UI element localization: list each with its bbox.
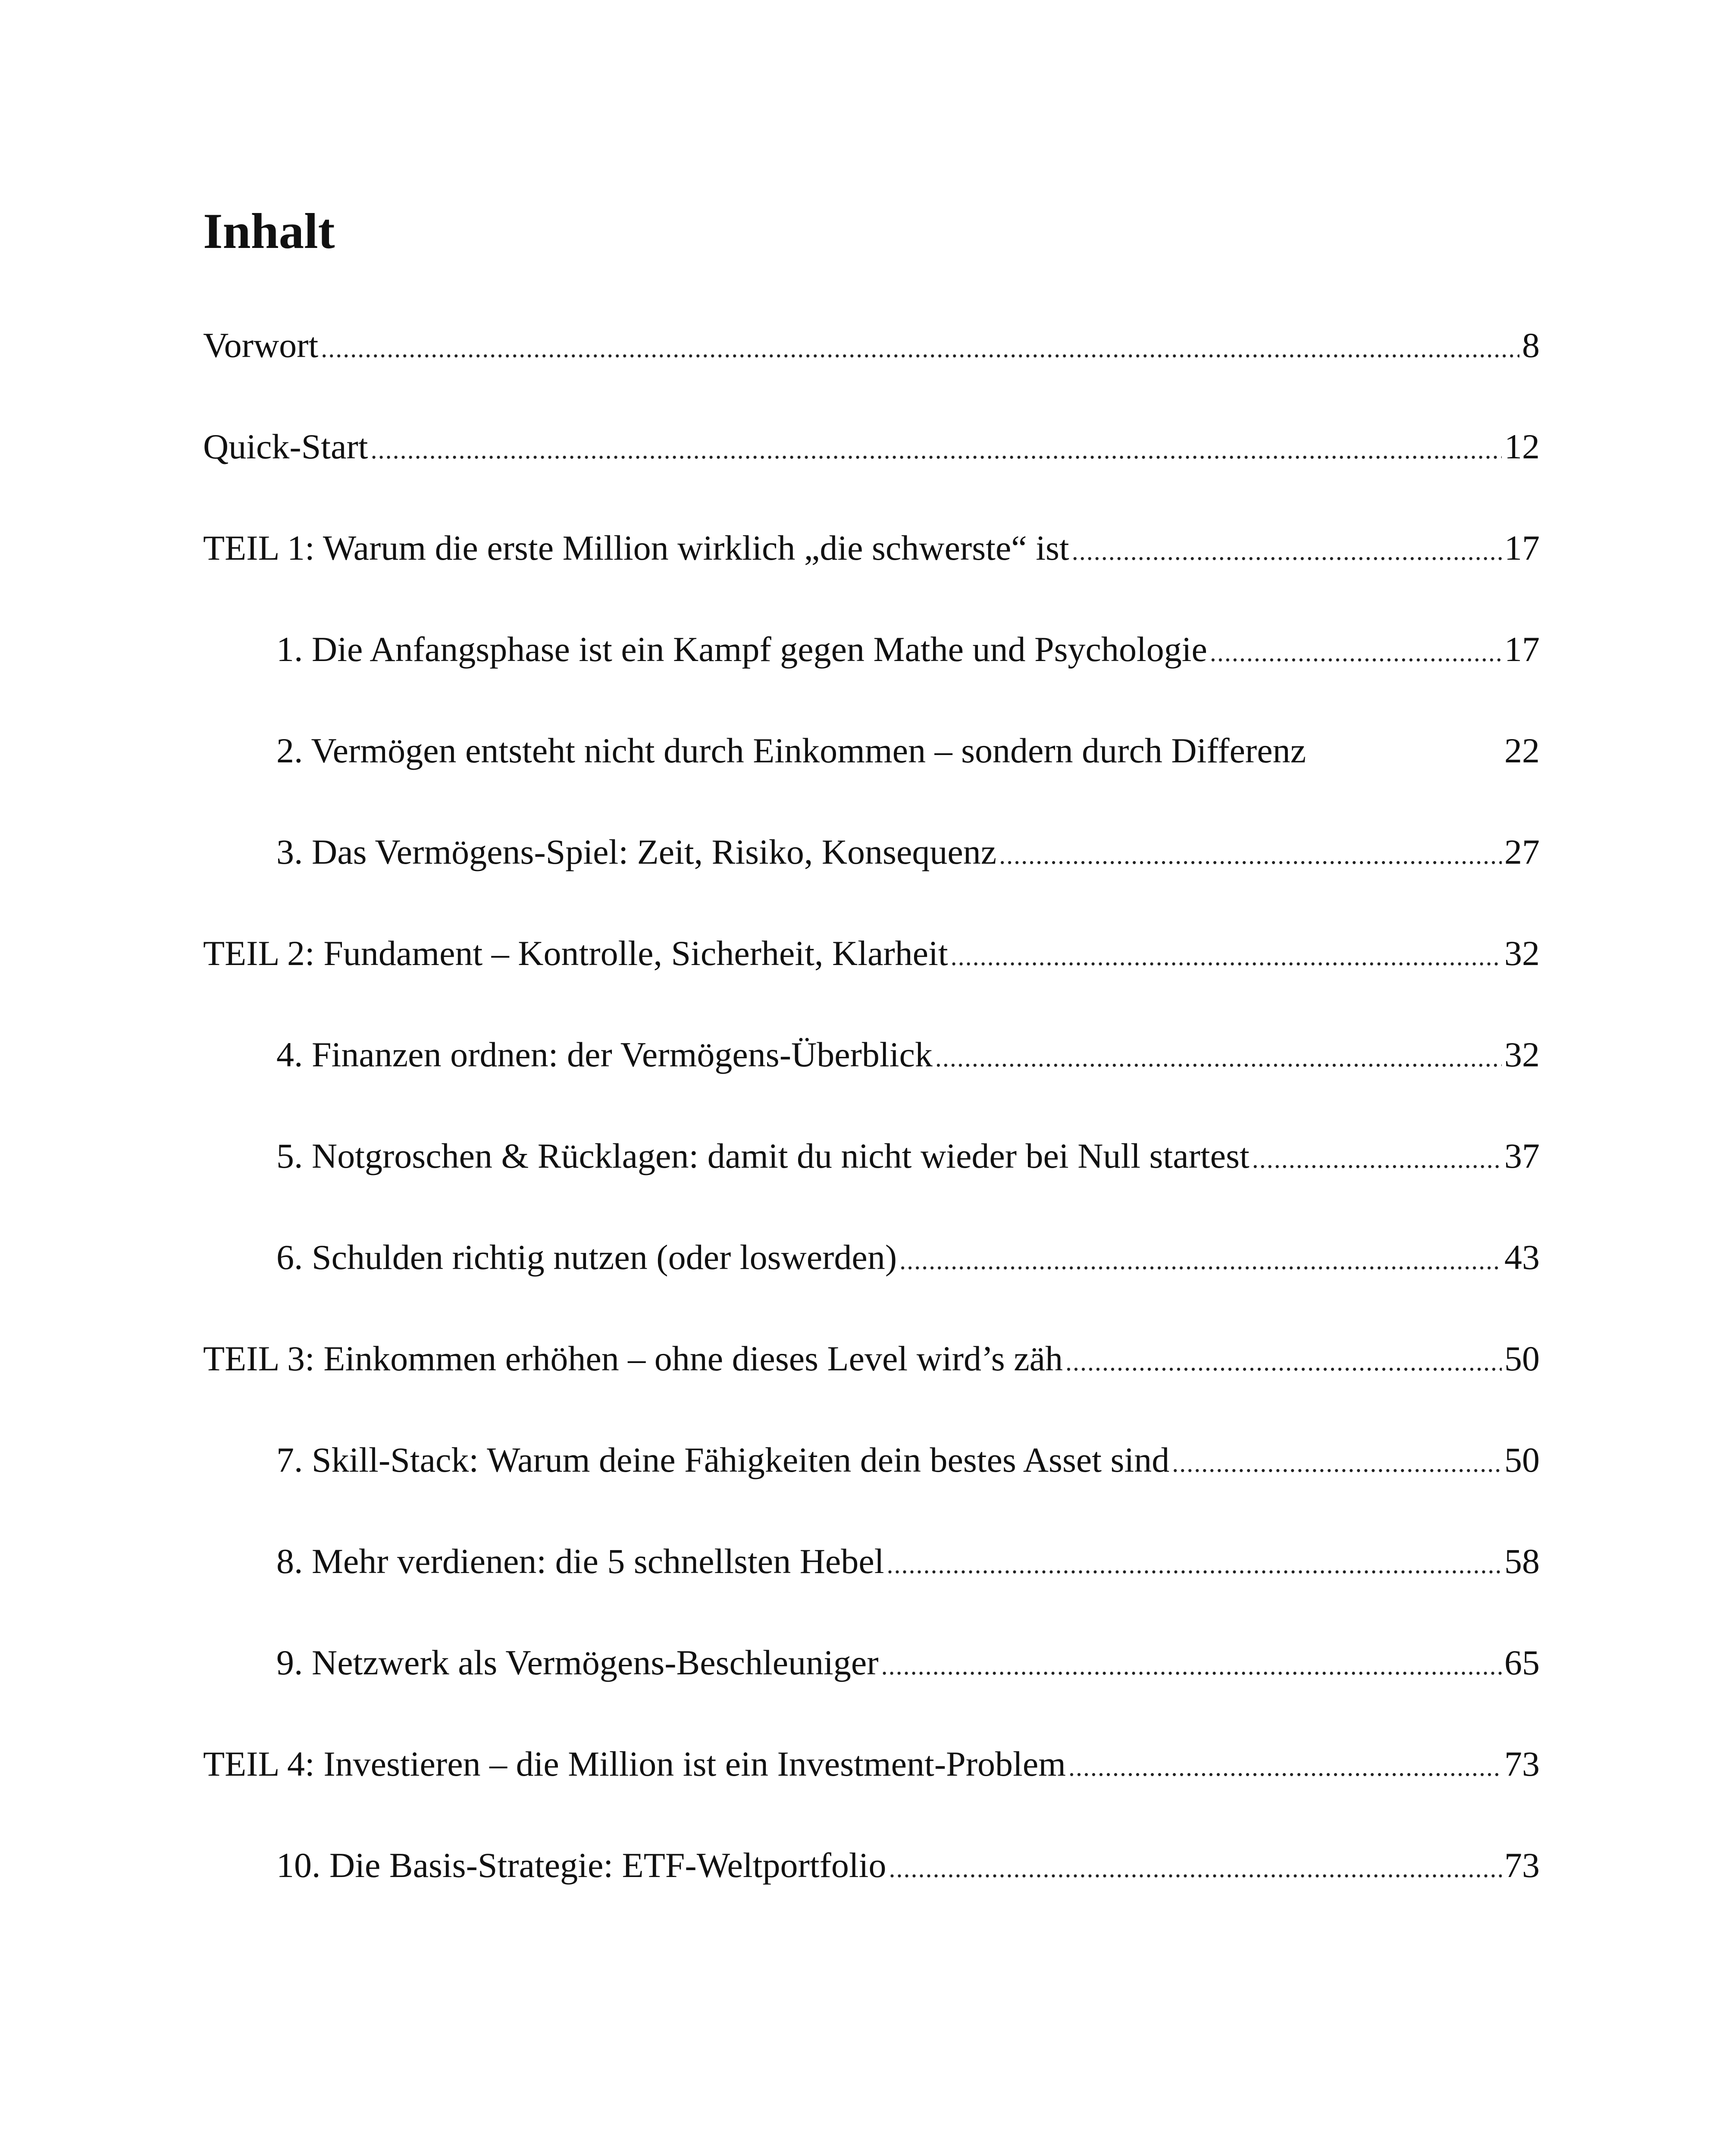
toc-chapter-entry	[203, 632, 1540, 733]
toc-chapter-entry	[203, 1037, 1540, 1138]
toc-page-number: 17	[1504, 528, 1540, 567]
toc-part-entry	[203, 328, 1540, 429]
toc-page-number: 65	[1504, 1643, 1540, 1682]
toc-chapter-entry	[203, 733, 1540, 834]
toc-page-number: 12	[1504, 427, 1540, 466]
toc-dot-leader	[887, 1551, 1502, 1577]
toc-entry-label: 3. Das Vermögens-Spiel: Zeit, Risiko, Konsequenz	[276, 832, 997, 871]
toc-chapter-entry	[203, 1544, 1540, 1645]
toc-part-entry	[203, 530, 1540, 632]
toc-dot-leader	[881, 1653, 1502, 1679]
toc-dot-leader	[935, 1045, 1502, 1071]
toc-entry-label: 10. Die Basis-Strategie: ETF-Weltportfolio	[276, 1846, 886, 1885]
toc-page-number: 22	[1504, 731, 1540, 770]
toc-dot-leader	[1072, 538, 1502, 564]
table-of-contents	[203, 328, 1540, 1949]
toc-dot-leader	[371, 437, 1502, 463]
toc-chapter-entry	[203, 834, 1540, 936]
toc-page-number: 58	[1504, 1542, 1540, 1581]
toc-dot-leader	[951, 943, 1502, 969]
toc-dot-leader	[1252, 1146, 1502, 1172]
toc-page-number: 32	[1504, 934, 1540, 973]
toc-part-entry	[203, 936, 1540, 1037]
toc-entry-label: 5. Notgroschen & Rücklagen: damit du nicht wieder bei Null startest	[276, 1136, 1250, 1175]
toc-page-number: 73	[1504, 1846, 1540, 1885]
toc-page-number: 32	[1504, 1035, 1540, 1074]
toc-entry-label: Quick-Start	[203, 427, 368, 466]
toc-entry-label: 7. Skill-Stack: Warum deine Fähigkeiten dein bestes Asset sind	[276, 1440, 1170, 1479]
toc-part-entry	[203, 429, 1540, 530]
toc-dot-leader	[899, 1247, 1502, 1273]
toc-dot-leader	[1210, 639, 1502, 665]
toc-page-number: 73	[1504, 1744, 1540, 1783]
toc-page-number: 50	[1504, 1440, 1540, 1479]
toc-entry-label: Vorwort	[203, 326, 319, 365]
toc-entry-label: 4. Finanzen ordnen: der Vermögens-Überblick	[276, 1035, 933, 1074]
toc-entry-label: TEIL 4: Investieren – die Million ist ein Investment-Problem	[203, 1744, 1066, 1783]
toc-dot-leader	[889, 1855, 1502, 1881]
toc-page-number: 17	[1504, 630, 1540, 669]
page-title: Inhalt	[203, 204, 335, 259]
toc-page-number: 27	[1504, 832, 1540, 871]
toc-chapter-entry	[203, 1848, 1540, 1949]
toc-entry-label: 8. Mehr verdienen: die 5 schnellsten Hebel	[276, 1542, 884, 1581]
toc-page-number: 50	[1504, 1339, 1540, 1378]
toc-chapter-entry	[203, 1442, 1540, 1544]
toc-dot-leader	[1068, 1754, 1502, 1780]
toc-dot-leader	[321, 335, 1519, 361]
toc-entry-label: TEIL 1: Warum die erste Million wirklich „die schwerste“ ist	[203, 528, 1069, 567]
toc-part-entry	[203, 1341, 1540, 1442]
toc-chapter-entry	[203, 1240, 1540, 1341]
toc-entry-label: TEIL 3: Einkommen erhöhen – ohne dieses Level wird’s zäh	[203, 1339, 1063, 1378]
toc-part-entry	[203, 1746, 1540, 1848]
toc-page-number: 8	[1522, 326, 1540, 365]
toc-chapter-entry	[203, 1138, 1540, 1240]
toc-page-number: 37	[1504, 1136, 1540, 1175]
toc-page-number: 43	[1504, 1238, 1540, 1277]
toc-entry-label: TEIL 2: Fundament – Kontrolle, Sicherheit, Klarheit	[203, 934, 948, 973]
toc-entry-label: 6. Schulden richtig nutzen (oder loswerden)	[276, 1238, 897, 1277]
toc-entry-label: 9. Netzwerk als Vermögens-Beschleuniger	[276, 1643, 879, 1682]
toc-dot-leader	[1065, 1349, 1502, 1375]
toc-entry-label: 2. Vermögen entsteht nicht durch Einkommen – sondern durch Differenz	[276, 731, 1306, 770]
toc-chapter-entry	[203, 1645, 1540, 1746]
toc-dot-leader	[999, 842, 1502, 868]
toc-entry-label: 1. Die Anfangsphase ist ein Kampf gegen Mathe und Psychologie	[276, 630, 1207, 669]
toc-dot-leader	[1172, 1450, 1502, 1476]
